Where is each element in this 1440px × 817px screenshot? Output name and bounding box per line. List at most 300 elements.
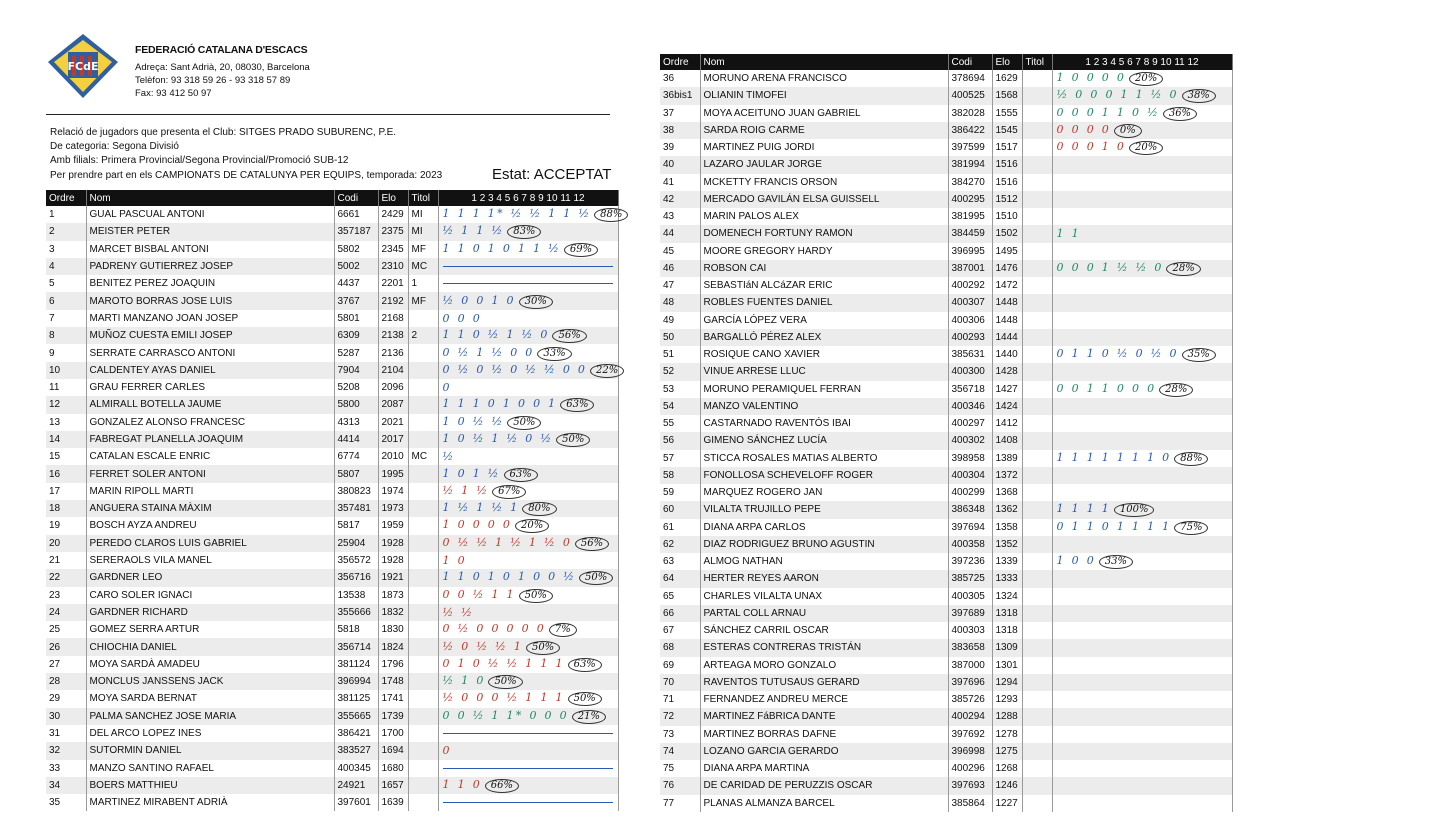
cell-elo: 1288 — [992, 708, 1022, 725]
cell-results — [1052, 484, 1232, 501]
cell-codi: 5818 — [334, 621, 378, 638]
handwritten-results — [1053, 659, 1057, 672]
handwritten-results — [1053, 797, 1057, 810]
cell-elo: 1510 — [992, 208, 1022, 225]
table-row — [46, 258, 618, 275]
cell-results — [1052, 536, 1232, 553]
handwritten-results — [1053, 331, 1057, 344]
cell-titol — [1022, 191, 1052, 208]
handwritten-results: 0 1 0 ½ ½ 1 1 1 — [442, 656, 565, 670]
cell-nom: GARCÍA LÓPEZ VERA — [700, 312, 948, 329]
table-row — [660, 122, 1232, 139]
cell-codi: 383658 — [948, 639, 992, 656]
cell-titol — [408, 604, 438, 621]
cell-elo: 1448 — [992, 312, 1022, 329]
cell-nom: CASTARNADO RAVENTÓS IBAI — [700, 415, 948, 432]
handwritten-results: 1 1 1 1* ½ ½ 1 1 ½ — [442, 207, 592, 221]
handwritten-results — [1053, 693, 1057, 706]
cell-nom: RAVENTOS TUTUSAUS GERARD — [700, 674, 948, 691]
cell-titol — [1022, 277, 1052, 294]
handwritten-results — [1053, 314, 1057, 327]
column-header-ordre: Ordre — [660, 54, 700, 70]
cell-codi: 387001 — [948, 260, 992, 277]
percentage-circle: 38% — [1182, 89, 1216, 103]
cell-nom: MARQUEZ ROGERO JAN — [700, 484, 948, 501]
round-numbers: 1 2 3 4 5 6 7 8 9 10 11 12 — [471, 192, 585, 204]
table-row — [46, 292, 618, 309]
handwritten-results: 1 1 0 — [442, 777, 482, 791]
cell-nom: MARTINEZ MIRABENT ADRIÀ — [86, 794, 334, 811]
cell-codi: 385631 — [948, 346, 992, 363]
cell-results — [438, 206, 623, 223]
cell-nom: MARTI MANZANO JOAN JOSEP — [86, 310, 334, 327]
cell-titol — [1022, 174, 1052, 191]
table-row — [46, 552, 618, 569]
table-row — [46, 414, 618, 431]
cell-results — [1052, 622, 1232, 639]
cell-ordre: 36 — [660, 70, 700, 87]
handwritten-results — [1053, 279, 1057, 292]
cell-codi: 385725 — [948, 570, 992, 587]
cell-results — [1052, 174, 1232, 191]
handwritten-results: ½ 1 1 ½ — [442, 224, 505, 238]
cell-titol — [408, 431, 438, 448]
table-row — [46, 275, 618, 292]
table-row — [46, 241, 618, 258]
cell-ordre: 18 — [46, 500, 86, 517]
cell-nom: PLANAS ALMANZA BARCEL — [700, 795, 948, 812]
table-row — [46, 535, 618, 552]
cell-titol — [1022, 605, 1052, 622]
cell-results — [1052, 760, 1232, 777]
cell-titol — [408, 517, 438, 534]
cell-elo: 1516 — [992, 174, 1022, 191]
table-row — [46, 206, 618, 223]
handwritten-results — [1053, 728, 1057, 741]
cell-ordre: 70 — [660, 674, 700, 691]
cell-results — [438, 258, 618, 275]
table-row — [660, 70, 1232, 87]
handwritten-results: 1 1 1 1 1 1 1 0 — [1056, 450, 1172, 464]
cell-nom: FERRET SOLER ANTONI — [86, 465, 334, 482]
cell-titol — [1022, 726, 1052, 743]
table-row — [660, 105, 1232, 122]
table-row — [660, 415, 1232, 432]
cell-ordre: 5 — [46, 275, 86, 292]
cell-codi: 5800 — [334, 396, 378, 413]
cell-elo: 1309 — [992, 639, 1022, 656]
cell-elo: 1358 — [992, 519, 1022, 536]
table-row — [660, 519, 1232, 536]
cell-ordre: 54 — [660, 398, 700, 415]
cell-ordre: 69 — [660, 657, 700, 674]
cell-elo: 1352 — [992, 536, 1022, 553]
table-row — [660, 139, 1232, 156]
cell-titol — [408, 483, 438, 500]
column-header-rounds — [438, 190, 618, 206]
handwritten-results — [1053, 210, 1057, 223]
cell-codi: 378694 — [948, 70, 992, 87]
cell-results — [438, 569, 618, 586]
percentage-circle: 50% — [488, 675, 522, 689]
handwritten-results: 1 0 ½ ½ — [442, 414, 505, 428]
table-row — [46, 708, 618, 725]
cell-codi: 400304 — [948, 467, 992, 484]
cell-ordre: 39 — [660, 139, 700, 156]
handwritten-results: 1 1 1 0 1 0 0 1 — [442, 397, 558, 411]
cell-nom: BOSCH AYZA ANDREU — [86, 517, 334, 534]
cell-nom: BENITEZ PEREZ JOAQUIN — [86, 275, 334, 292]
cell-nom: MOORE GREGORY HARDY — [700, 243, 948, 260]
cell-titol — [1022, 87, 1052, 104]
percentage-circle: 0% — [1114, 124, 1142, 138]
cell-ordre: 31 — [46, 725, 86, 742]
cell-nom: MARCET BISBAL ANTONI — [86, 241, 334, 258]
cell-ordre: 61 — [660, 519, 700, 536]
table-row — [660, 708, 1232, 725]
percentage-circle: 33% — [1099, 555, 1133, 569]
cell-nom: DE CARIDAD DE PERUZZIS OSCAR — [700, 777, 948, 794]
cell-codi: 400294 — [948, 708, 992, 725]
cell-codi: 356716 — [334, 569, 378, 586]
cell-nom: MOYA SARDA BERNAT — [86, 690, 334, 707]
percentage-circle: 75% — [1174, 521, 1208, 535]
column-header-titol: Titol — [1022, 54, 1052, 70]
cell-nom: SUTORMIN DANIEL — [86, 742, 334, 759]
cell-nom: GARDNER LEO — [86, 569, 334, 586]
cell-results — [1052, 795, 1232, 812]
handwritten-results — [1053, 486, 1057, 499]
handwritten-results: ½ 0 0 0 ½ 1 1 1 — [442, 691, 565, 705]
cell-ordre: 66 — [660, 605, 700, 622]
cell-results — [1052, 363, 1232, 380]
cell-ordre: 55 — [660, 415, 700, 432]
cell-nom: PADRENY GUTIERREZ JOSEP — [86, 258, 334, 275]
cell-ordre: 23 — [46, 587, 86, 604]
table-row — [46, 656, 618, 673]
cell-titol — [1022, 639, 1052, 656]
cell-titol — [408, 794, 438, 811]
cell-elo: 1694 — [378, 742, 408, 759]
handwritten-results: 0 0 0 1 ½ ½ 0 — [1056, 260, 1164, 274]
percentage-circle: 63% — [504, 468, 538, 482]
cell-titol — [408, 638, 438, 655]
cell-titol — [1022, 553, 1052, 570]
cell-codi: 386348 — [948, 501, 992, 518]
cell-results — [438, 656, 618, 673]
cell-titol — [1022, 622, 1052, 639]
cell-ordre: 46 — [660, 260, 700, 277]
handwritten-results: 0 1 1 0 ½ 0 ½ 0 — [1056, 347, 1179, 361]
cell-results — [438, 604, 618, 621]
cell-codi: 385726 — [948, 691, 992, 708]
cell-nom: MONCLUS JANSSENS JACK — [86, 673, 334, 690]
table-body-left — [46, 206, 623, 811]
cell-ordre: 6 — [46, 292, 86, 309]
cell-nom: MANZO SANTINO RAFAEL — [86, 760, 334, 777]
cell-titol — [1022, 312, 1052, 329]
cell-results — [1052, 501, 1232, 518]
federation-title: FEDERACIÓ CATALANA D'ESCACS — [135, 44, 308, 56]
table-row — [46, 448, 618, 465]
cell-nom: MEISTER PETER — [86, 223, 334, 240]
cell-titol — [408, 379, 438, 396]
cell-elo: 1928 — [378, 535, 408, 552]
cell-titol — [1022, 294, 1052, 311]
table-row — [660, 484, 1232, 501]
table-header — [660, 54, 1232, 70]
status-badge: Estat: ACCEPTAT — [492, 166, 612, 183]
cell-titol: MC — [408, 258, 438, 275]
cell-results — [438, 708, 618, 725]
cell-elo: 2345 — [378, 241, 408, 258]
cell-ordre: 43 — [660, 208, 700, 225]
cell-codi: 4437 — [334, 275, 378, 292]
cell-elo: 1974 — [378, 483, 408, 500]
cell-ordre: 1 — [46, 206, 86, 223]
cell-codi: 381995 — [948, 208, 992, 225]
players-table-left — [46, 190, 623, 811]
cell-titol — [408, 760, 438, 777]
cell-elo: 1227 — [992, 795, 1022, 812]
cell-elo: 1246 — [992, 777, 1022, 794]
cell-elo: 1973 — [378, 500, 408, 517]
cell-codi: 400305 — [948, 588, 992, 605]
cell-nom: ESTERAS CONTRERAS TRISTÁN — [700, 639, 948, 656]
cell-titol — [408, 690, 438, 707]
cell-codi: 396994 — [334, 673, 378, 690]
cell-nom: ROSIQUE CANO XAVIER — [700, 346, 948, 363]
cell-codi: 400300 — [948, 363, 992, 380]
table-row — [660, 622, 1232, 639]
cell-ordre: 77 — [660, 795, 700, 812]
cell-ordre: 72 — [660, 708, 700, 725]
cell-titol: MF — [408, 292, 438, 309]
cell-titol — [1022, 70, 1052, 87]
cell-ordre: 30 — [46, 708, 86, 725]
table-row — [660, 329, 1232, 346]
cell-nom: MOYA SARDÀ AMADEU — [86, 656, 334, 673]
percentage-circle: 50% — [519, 589, 553, 603]
percentage-circle: 7% — [549, 623, 577, 637]
cell-codi: 4313 — [334, 414, 378, 431]
cell-codi: 397692 — [948, 726, 992, 743]
cell-nom: MUÑOZ CUESTA EMILI JOSEP — [86, 327, 334, 344]
cell-elo: 2087 — [378, 396, 408, 413]
handwritten-results — [1053, 469, 1057, 482]
handwritten-results: 1 0 — [442, 554, 467, 568]
percentage-circle: 36% — [1163, 107, 1197, 121]
percentage-circle: 100% — [1114, 503, 1155, 517]
cell-nom: VILALTA TRUJILLO PEPE — [700, 501, 948, 518]
cell-ordre: 42 — [660, 191, 700, 208]
table-row — [660, 467, 1232, 484]
cell-ordre: 45 — [660, 243, 700, 260]
cell-ordre: 56 — [660, 432, 700, 449]
cell-ordre: 4 — [46, 258, 86, 275]
handwritten-results — [1053, 641, 1057, 654]
table-row — [660, 191, 1232, 208]
cell-elo: 2136 — [378, 344, 408, 361]
cell-codi: 400297 — [948, 415, 992, 432]
handwritten-results — [1053, 762, 1057, 775]
table-row — [660, 87, 1232, 104]
percentage-circle: 66% — [485, 779, 519, 793]
table-row — [46, 760, 618, 777]
table-row — [660, 174, 1232, 191]
percentage-circle: 88% — [594, 208, 628, 222]
cell-results — [1052, 467, 1232, 484]
cell-ordre: 60 — [660, 501, 700, 518]
cell-elo: 1324 — [992, 588, 1022, 605]
cell-titol — [408, 362, 438, 379]
handwritten-results: 1 1 0 1 0 1 0 0 ½ — [442, 570, 577, 584]
cell-nom: CARO SOLER IGNACI — [86, 587, 334, 604]
cell-codi: 386421 — [334, 725, 378, 742]
cell-nom: ROBSON CAI — [700, 260, 948, 277]
cell-titol — [1022, 467, 1052, 484]
cell-elo: 1928 — [378, 552, 408, 569]
cell-ordre: 49 — [660, 312, 700, 329]
column-header-codi: Codi — [948, 54, 992, 70]
cell-nom: VINUE ARRESE LLUC — [700, 363, 948, 380]
cell-elo: 1824 — [378, 638, 408, 655]
cell-results — [1052, 588, 1232, 605]
cell-nom: CHIOCHIA DANIEL — [86, 638, 334, 655]
cell-results — [438, 396, 618, 413]
cell-ordre: 57 — [660, 450, 700, 467]
cell-titol — [1022, 329, 1052, 346]
cell-elo: 1424 — [992, 398, 1022, 415]
cell-titol — [1022, 760, 1052, 777]
table-row — [660, 312, 1232, 329]
cell-codi: 6774 — [334, 448, 378, 465]
cell-ordre: 58 — [660, 467, 700, 484]
cell-codi: 380823 — [334, 483, 378, 500]
cell-codi: 400346 — [948, 398, 992, 415]
cell-ordre: 27 — [46, 656, 86, 673]
cell-ordre: 25 — [46, 621, 86, 638]
cell-codi: 381124 — [334, 656, 378, 673]
cell-results — [438, 431, 618, 448]
cell-results — [438, 535, 618, 552]
cell-ordre: 44 — [660, 225, 700, 242]
cell-ordre: 63 — [660, 553, 700, 570]
cell-nom: FONOLLOSA SCHEVELOFF ROGER — [700, 467, 948, 484]
handwritten-results — [1053, 572, 1057, 585]
table-row — [46, 362, 618, 379]
table-row — [46, 310, 618, 327]
cell-elo: 1639 — [378, 794, 408, 811]
empty-results-line — [443, 283, 613, 284]
table-row — [660, 605, 1232, 622]
cell-ordre: 9 — [46, 344, 86, 361]
table-row — [46, 327, 618, 344]
cell-nom: MARTINEZ BORRAS DAFNE — [700, 726, 948, 743]
handwritten-results — [1053, 296, 1057, 309]
cell-ordre: 21 — [46, 552, 86, 569]
cell-titol — [1022, 674, 1052, 691]
cell-elo: 1278 — [992, 726, 1022, 743]
cell-titol: MI — [408, 223, 438, 240]
cell-elo: 1741 — [378, 690, 408, 707]
cell-results — [1052, 639, 1232, 656]
table-row — [46, 673, 618, 690]
cell-elo: 1517 — [992, 139, 1022, 156]
cell-titol — [408, 535, 438, 552]
cell-codi: 400303 — [948, 622, 992, 639]
cell-ordre: 41 — [660, 174, 700, 191]
percentage-circle: 22% — [590, 364, 624, 378]
cell-ordre: 13 — [46, 414, 86, 431]
federation-fax: Fax: 93 412 50 97 — [135, 88, 212, 99]
percentage-circle: 88% — [1174, 452, 1208, 466]
cell-elo: 1873 — [378, 587, 408, 604]
table-row — [660, 536, 1232, 553]
table-row — [660, 570, 1232, 587]
cell-results — [438, 552, 618, 569]
table-row — [46, 379, 618, 396]
cell-elo: 1444 — [992, 329, 1022, 346]
cell-results — [1052, 346, 1232, 363]
cell-nom: PARTAL COLL ARNAU — [700, 605, 948, 622]
column-header-ordre: Ordre — [46, 190, 86, 206]
cell-titol — [408, 587, 438, 604]
column-header-nom: Nom — [86, 190, 334, 206]
cell-nom: GONZALEZ ALONSO FRANCESC — [86, 414, 334, 431]
cell-nom: ROBLES FUENTES DANIEL — [700, 294, 948, 311]
table-row — [46, 638, 618, 655]
cell-ordre: 76 — [660, 777, 700, 794]
cell-titol — [408, 725, 438, 742]
cell-codi: 383527 — [334, 742, 378, 759]
handwritten-results: 0 ½ 0 ½ 0 ½ ½ 0 0 — [442, 362, 588, 376]
cell-codi: 400358 — [948, 536, 992, 553]
cell-elo: 1512 — [992, 191, 1022, 208]
table-row — [46, 517, 618, 534]
handwritten-results — [1053, 245, 1057, 258]
percentage-circle: 20% — [1129, 141, 1163, 155]
percentage-circle: 69% — [564, 243, 598, 257]
federation-logo-icon — [46, 32, 120, 100]
table-row — [46, 223, 618, 240]
cell-nom: DOMENECH FORTUNY RAMON — [700, 225, 948, 242]
cell-elo: 1568 — [992, 87, 1022, 104]
cell-titol — [1022, 743, 1052, 760]
cell-codi: 396995 — [948, 243, 992, 260]
cell-nom: MARIN PALOS ALEX — [700, 208, 948, 225]
empty-results-line — [443, 733, 613, 734]
handwritten-results — [1053, 193, 1057, 206]
cell-titol: MC — [408, 448, 438, 465]
cell-titol — [408, 621, 438, 638]
cell-nom: SERERAOLS VILA MANEL — [86, 552, 334, 569]
handwritten-results: 0 — [442, 381, 452, 395]
federation-address: Adreça: Sant Adrià, 20, 08030, Barcelona — [135, 62, 310, 73]
cell-titol — [408, 777, 438, 794]
percentage-circle: 63% — [568, 658, 602, 672]
category-line: De categoria: Segona Divisió — [50, 141, 179, 152]
cell-codi: 5802 — [334, 241, 378, 258]
cell-elo: 1748 — [378, 673, 408, 690]
handwritten-results — [1053, 400, 1057, 413]
handwritten-results: 0 0 0 0 — [1056, 122, 1112, 136]
cell-elo: 1832 — [378, 604, 408, 621]
cell-titol — [1022, 501, 1052, 518]
cell-results — [1052, 605, 1232, 622]
cell-results — [438, 344, 618, 361]
handwritten-results: 1 1 1 1 — [1056, 502, 1112, 516]
